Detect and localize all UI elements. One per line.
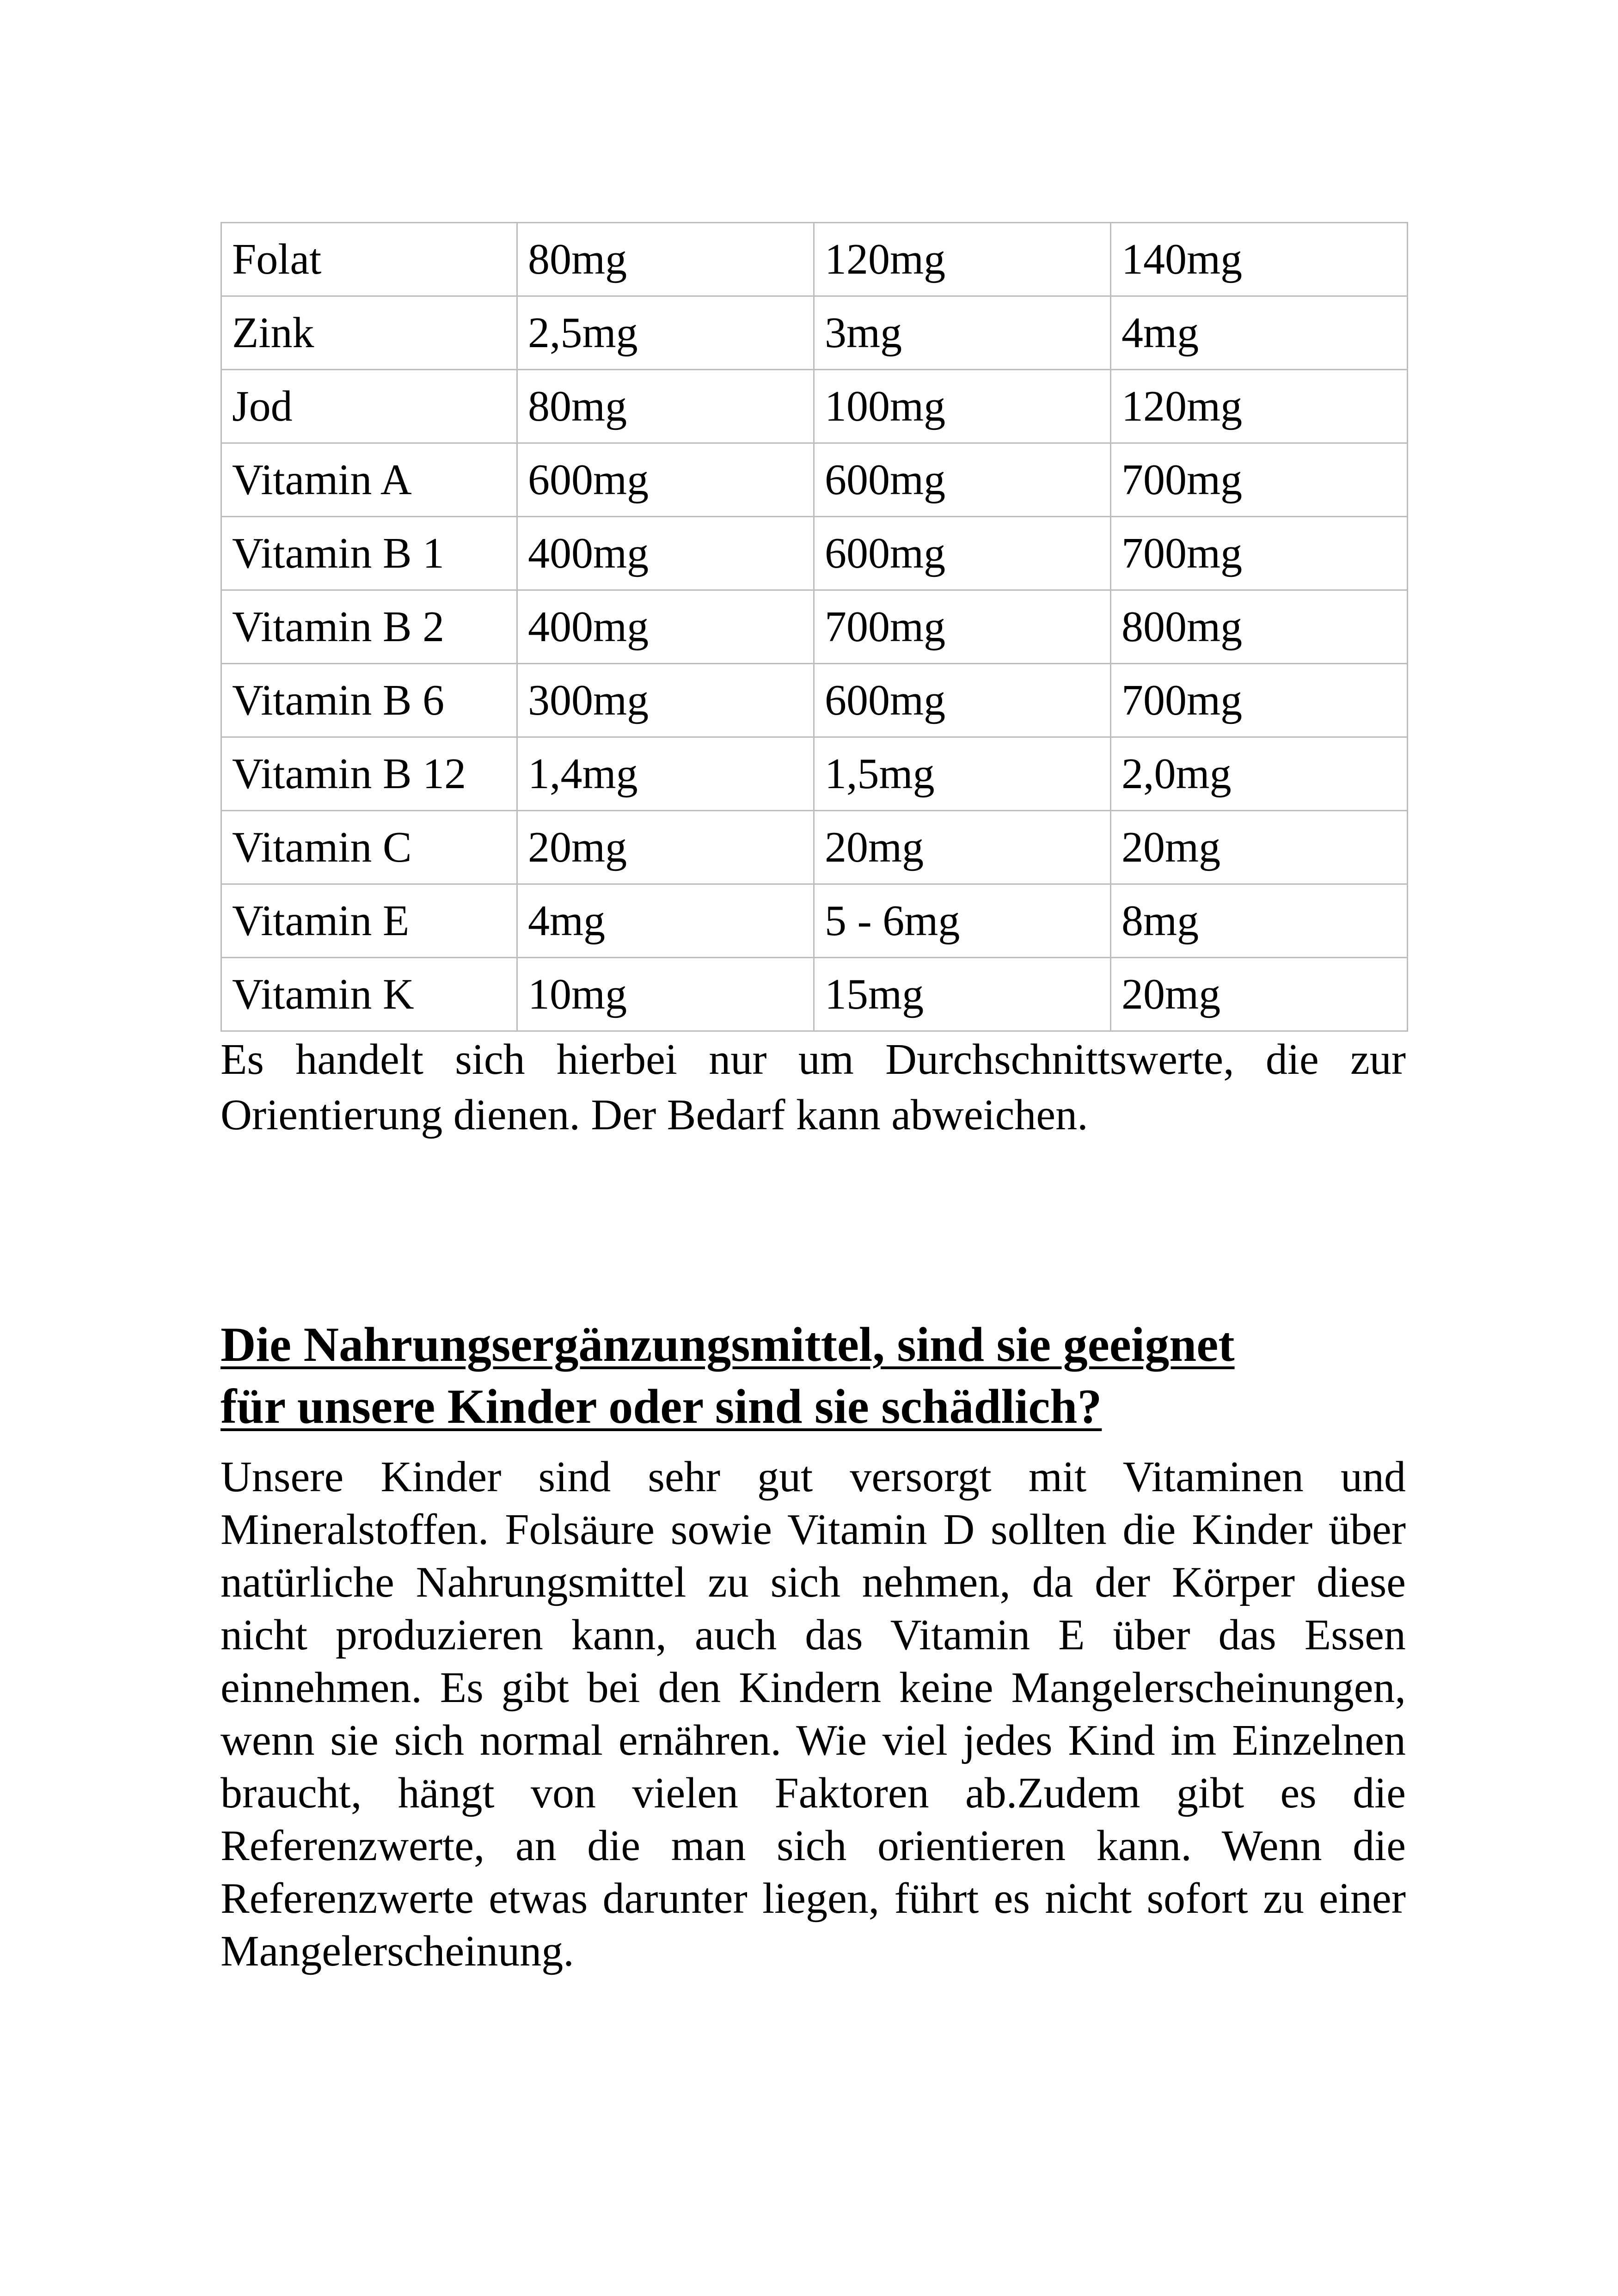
value-cell: 80mg [517,223,814,296]
nutrient-name-cell: Vitamin C [221,811,517,884]
value-cell: 2,5mg [517,296,814,370]
table-row [221,370,1408,443]
table-row [221,296,1408,370]
value-cell: 2,0mg [1111,737,1408,811]
nutrient-name-cell: Vitamin K [221,958,517,1031]
nutrient-name-cell: Vitamin E [221,884,517,958]
table-row [221,443,1408,517]
value-cell: 5 - 6mg [814,884,1111,958]
value-cell: 600mg [814,517,1111,590]
value-cell: 600mg [517,443,814,517]
value-cell: 80mg [517,370,814,443]
value-cell: 10mg [517,958,814,1031]
value-cell: 1,5mg [814,737,1111,811]
value-cell: 20mg [1111,811,1408,884]
table-row [221,884,1408,958]
value-cell: 600mg [814,664,1111,737]
table-row [221,958,1408,1031]
value-cell: 400mg [517,590,814,664]
value-cell: 600mg [814,443,1111,517]
value-cell: 8mg [1111,884,1408,958]
value-cell: 120mg [1111,370,1408,443]
table-row [221,223,1408,296]
section-heading-line-1: Die Nahrungsergänzungsmittel, sind sie geeignet [221,1317,1235,1371]
value-cell: 20mg [517,811,814,884]
nutrient-name-cell: Vitamin B 1 [221,517,517,590]
table-footnote: Es handelt sich hierbei nur um Durchschnittswerte, die zur Orientierung dienen. Der Bedarf kann abweichen. [221,1035,1406,1139]
value-cell: 20mg [1111,958,1408,1031]
table-row [221,590,1408,664]
nutrient-table-body [221,223,1408,1031]
nutrient-name-cell: Jod [221,370,517,443]
table-row [221,517,1408,590]
value-cell: 700mg [814,590,1111,664]
section-heading [221,1314,1406,1438]
value-cell: 700mg [1111,443,1408,517]
value-cell: 100mg [814,370,1111,443]
value-cell: 120mg [814,223,1111,296]
table-row [221,811,1408,884]
section-heading-line-2: für unsere Kinder oder sind sie schädlich? [221,1379,1102,1433]
value-cell: 140mg [1111,223,1408,296]
value-cell: 15mg [814,958,1111,1031]
value-cell: 4mg [517,884,814,958]
value-cell: 4mg [1111,296,1408,370]
body-paragraph: Unsere Kinder sind sehr gut versorgt mit Vitaminen und Mineralstoffen. Folsäure sowie Vitamin D sollten die Kinder über natürliche Nahrungsmittel zu sich nehmen, da der Körper diese nicht produzieren kann, auch das Vitamin E über das Essen einnehmen. Es gibt bei den Kindern keine Mangelerscheinungen, wenn sie sich normal ernähren. Wie viel jedes Kind im Einzelnen braucht, hängt von vielen Faktoren ab.Zudem gibt es die Referenzwerte, an die man sich orientieren kann. Wenn die Referenzwerte etwas darunter liegen, führt es nicht sofort zu einer Mangelerscheinung. [221,1453,1406,1975]
nutrient-table [221,222,1408,1032]
nutrient-name-cell: Folat [221,223,517,296]
nutrient-name-cell: Vitamin B 12 [221,737,517,811]
nutrient-name-cell: Vitamin B 2 [221,590,517,664]
value-cell: 700mg [1111,517,1408,590]
value-cell: 20mg [814,811,1111,884]
nutrient-name-cell: Zink [221,296,517,370]
value-cell: 400mg [517,517,814,590]
value-cell: 700mg [1111,664,1408,737]
value-cell: 1,4mg [517,737,814,811]
nutrient-name-cell: Vitamin B 6 [221,664,517,737]
table-row [221,737,1408,811]
value-cell: 300mg [517,664,814,737]
nutrient-name-cell: Vitamin A [221,443,517,517]
value-cell: 3mg [814,296,1111,370]
value-cell: 800mg [1111,590,1408,664]
table-row [221,664,1408,737]
page-content [221,222,1406,1978]
